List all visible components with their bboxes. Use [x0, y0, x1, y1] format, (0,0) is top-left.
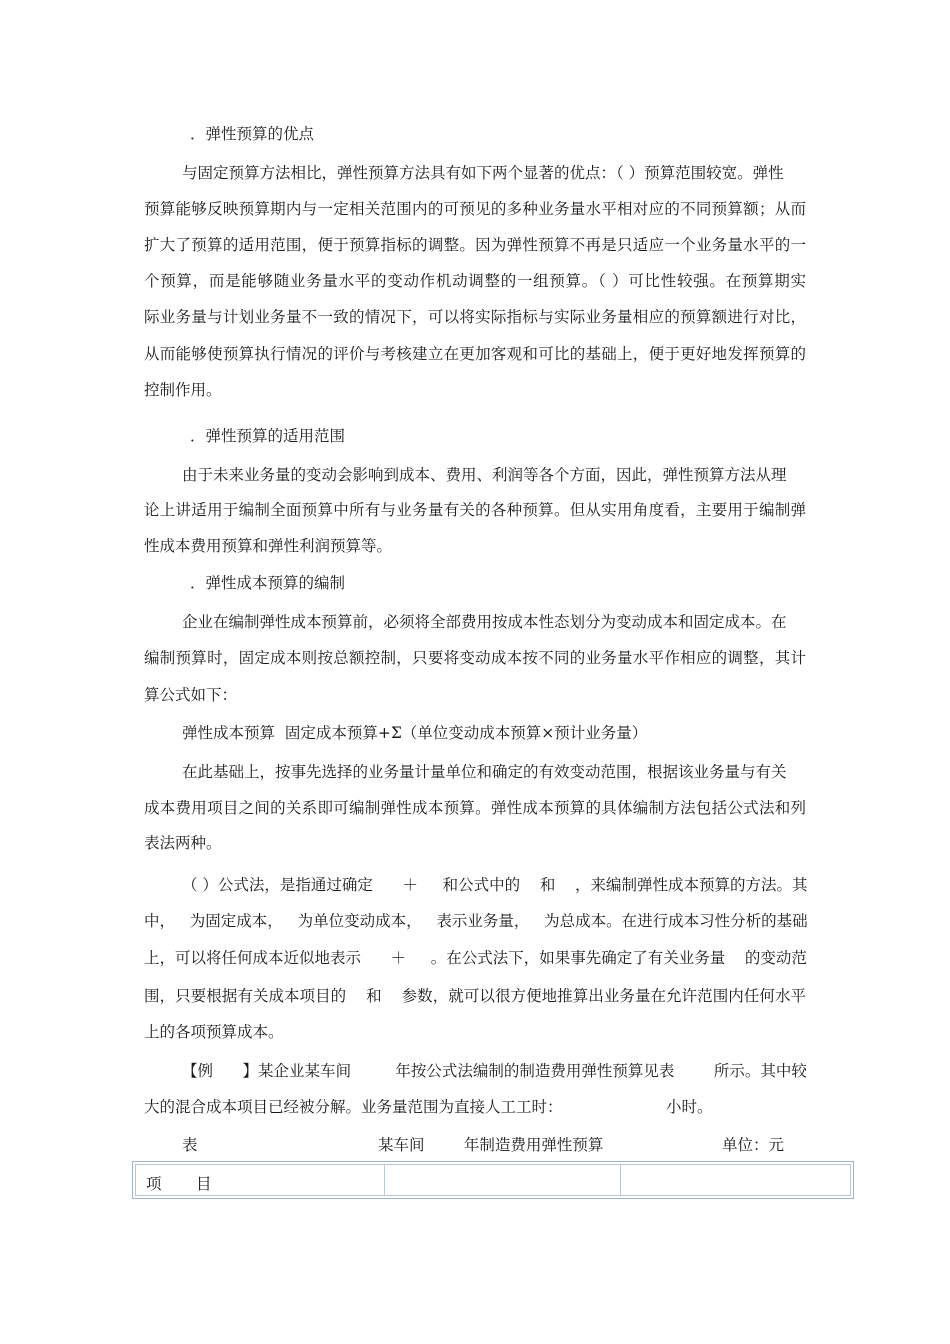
table-header-cell — [621, 1165, 850, 1195]
paragraph-line: 在此基础上，按事先选择的业务量计量单位和确定的有效变动范围，根据该业务量与有关 — [182, 763, 787, 781]
paragraph-line: 表法两种。 — [144, 834, 222, 852]
formula-line: 弹性成本预算 固定成本预算+Σ（单位变动成本预算×预计业务量） — [182, 724, 648, 742]
table-caption-unit: 单位：元 — [722, 1136, 785, 1154]
paragraph-line: 由于未来业务量的变动会影响到成本、费用、利润等各个方面，因此，弹性预算方法从理 — [182, 466, 787, 484]
paragraph-line: 个预算，而是能够随业务量水平的变动作机动调整的一组预算。（ ）可比性较强。在预算期实 — [144, 272, 806, 290]
paragraph-line: （ ）公式法，是指通过确定 ＋ 和公式中的 和 ，来编制弹性成本预算的方法。其 — [182, 876, 808, 894]
table-header-cell — [385, 1165, 621, 1195]
paragraph-line: 扩大了预算的适用范围，便于预算指标的调整。因为弹性预算不再是只适应一个业务量水平的一 — [144, 236, 806, 254]
paragraph-line: 预算能够反映预算期内与一定相关范围内的可预见的多种业务量水平相对应的不同预算额；从而 — [144, 200, 806, 218]
paragraph-line: 中， 为固定成本， 为单位变动成本， 表示业务量， 为总成本。在进行成本习性分析的基础 — [144, 912, 808, 930]
paragraph-line: 大的混合成本项目已经被分解。业务量范围为直接人工工时： 小时。 — [144, 1098, 713, 1116]
section-heading-compilation: ．弹性成本预算的编制 — [190, 574, 346, 592]
paragraph-line: 【例 】某企业某车间 年按公式法编制的制造费用弹性预算见表 所示。其中较 — [182, 1062, 807, 1080]
table-caption-label: 表 — [182, 1136, 198, 1154]
section-heading-scope: ．弹性预算的适用范围 — [190, 427, 346, 445]
section-heading-advantages: ．弹性预算的优点 — [190, 125, 315, 143]
paragraph-line: 际业务量与计划业务量不一致的情况下，可以将实际指标与实际业务量相应的预算额进行对比， — [144, 308, 806, 326]
table-header-cell-item — [136, 1165, 385, 1195]
table-header-row — [135, 1164, 851, 1196]
paragraph-line: 上，可以将任何成本近似地表示 ＋ 。在公式法下，如果事先确定了有关业务量 的变动范 — [144, 949, 807, 967]
budget-table — [132, 1161, 854, 1199]
paragraph-line: 论上讲适用于编制全面预算中所有与业务量有关的各种预算。但从实用角度看，主要用于编制弹 — [144, 501, 806, 519]
paragraph-line: 编制预算时，固定成本则按总额控制，只要将变动成本按不同的业务量水平作相应的调整，其计 — [144, 649, 806, 667]
paragraph-line: 企业在编制弹性成本预算前，必须将全部费用按成本性态划分为变动成本和固定成本。在 — [182, 613, 787, 631]
paragraph-line: 上的各项预算成本。 — [144, 1023, 284, 1041]
paragraph-line: 成本费用项目之间的关系即可编制弹性成本预算。弹性成本预算的具体编制方法包括公式法和列 — [144, 799, 806, 817]
paragraph-line: 控制作用。 — [144, 381, 222, 399]
paragraph-line: 算公式如下： — [144, 686, 238, 704]
paragraph-line: 从而能够使预算执行情况的评价与考核建立在更加客观和可比的基础上，便于更好地发挥预算的 — [144, 345, 806, 363]
paragraph-line: 与固定预算方法相比，弹性预算方法具有如下两个显著的优点：（ ）预算范围较宽。弹性 — [182, 164, 784, 182]
paragraph-line: 性成本费用预算和弹性利润预算等。 — [144, 537, 393, 555]
table-caption-title: 某车间 年制造费用弹性预算 — [378, 1136, 604, 1154]
table-header-text: 项 目 — [146, 1175, 212, 1193]
paragraph-line: 围，只要根据有关成本项目的 和 参数，就可以很方便地推算出业务量在允许范围内任何水平 — [144, 987, 806, 1005]
